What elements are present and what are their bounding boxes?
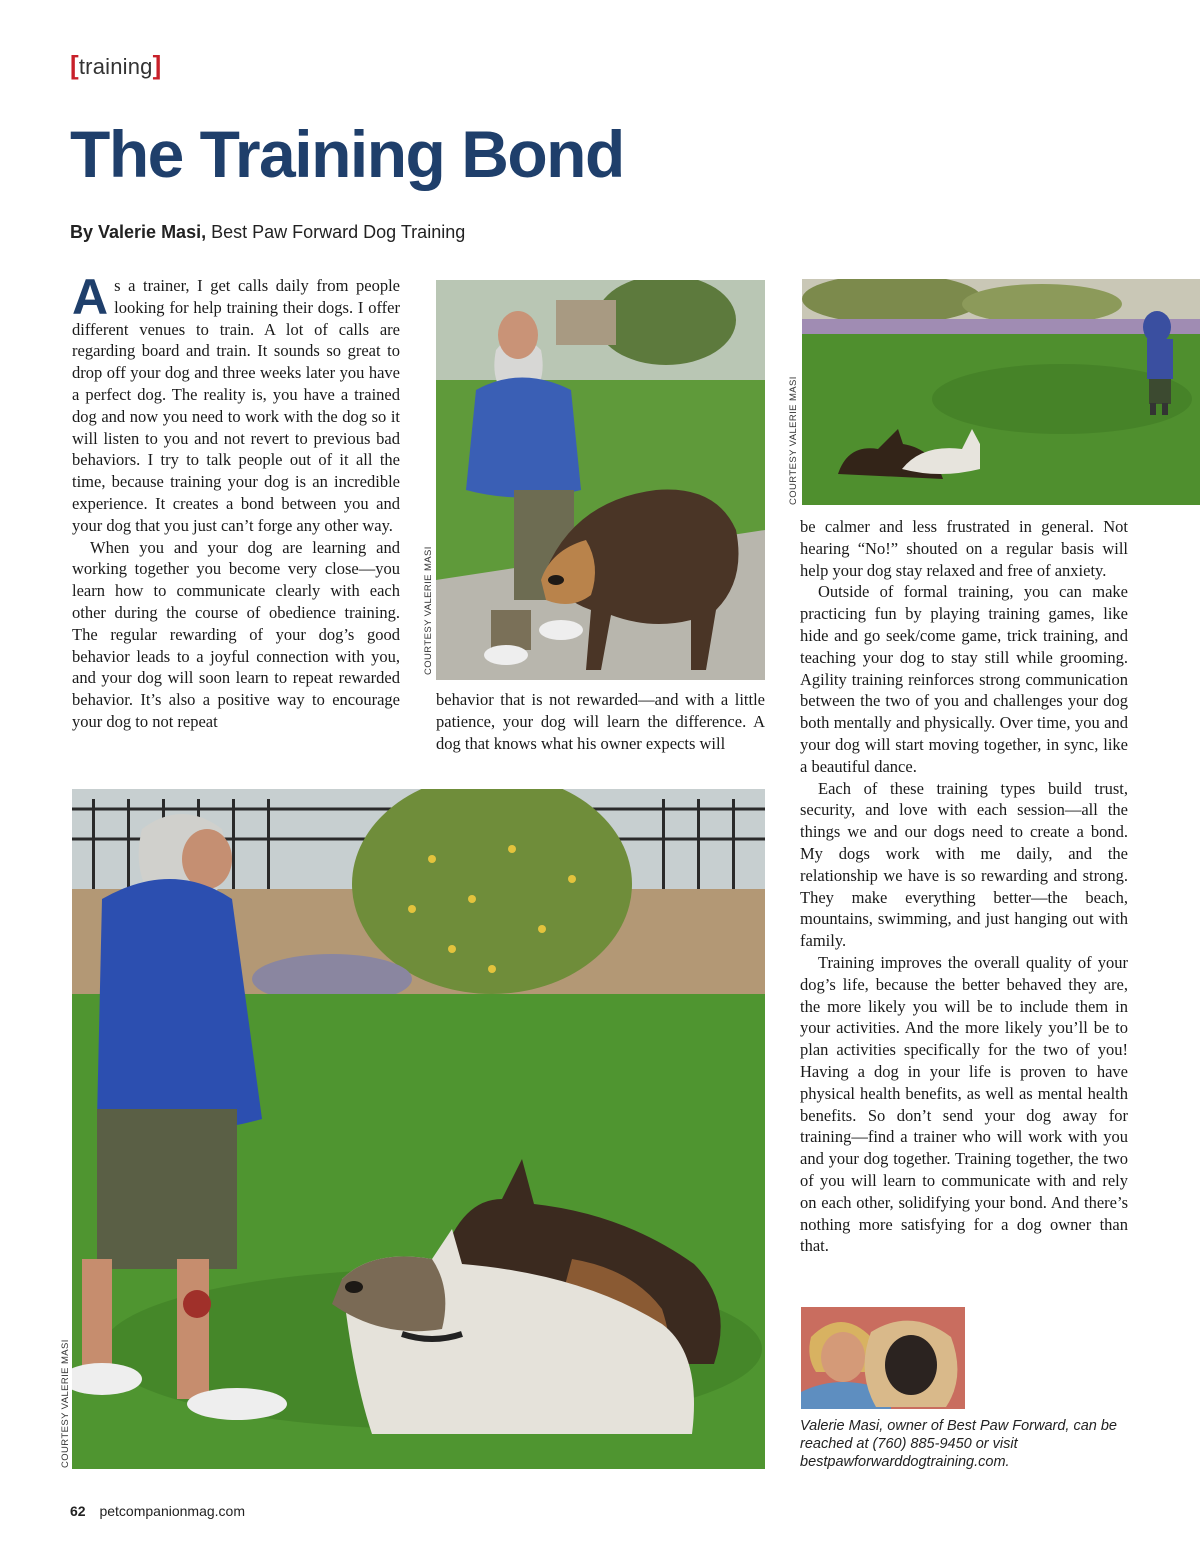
byline [70, 222, 465, 243]
photo-dogs-down-stay [802, 279, 1200, 505]
article-title: The Training Bond [70, 117, 624, 191]
photo-trainer-walking-dog [436, 280, 765, 680]
drop-cap: A [72, 269, 109, 325]
paragraph-text: s a trainer, I get calls daily from people looking for help training their dogs. I offer different venues to train. A lot of calls are regarding board and train. It sounds so great to drop off your dog and three weeks later you have a perfect dog. The reality is, you have a trained dog and now you need to work with the dog so it will listen to you and not revert to previous bad behaviors. I try to talk people out of it all the time, because training your dog is an incredible experience. It creates a bond between you and your dog that you just can’t forge any other way. [72, 276, 400, 535]
photo-trainer-with-two-dogs-image [72, 789, 765, 1469]
photo-dogs-down-stay-image [802, 279, 1200, 505]
paragraph: behavior that is not rewarded—and with a little patience, your dog will learn the difference. A dog that knows what his owner expects will [436, 690, 765, 753]
section-tag [70, 50, 161, 81]
article-column-3 [800, 516, 1128, 1257]
byline-org: Best Paw Forward Dog Training [211, 222, 466, 242]
author-caption: Valerie Masi, owner of Best Paw Forward, can be reached at (760) 885-9450 or visit bestpawforwarddogtraining.com. [800, 1418, 1117, 1470]
paragraph: Outside of formal training, you can make practicing fun by playing training games, like hide and go seek/come game, trick training, and teaching your dog to stay still while grooming. Agility training reinforces strong communication between the two of you and challenges your dog both mentally and physically. Over time, you and your dog will start moving together, in sync, like a beautiful dance. [800, 582, 1128, 776]
photo-credit-1: COURTESY VALERIE MASI [423, 546, 434, 675]
section-tag-label: training [78, 54, 153, 79]
photo-trainer-walking-dog-image [436, 280, 765, 680]
author-photo-image [801, 1307, 965, 1409]
author-photo [801, 1307, 965, 1409]
article-column-2 [436, 689, 765, 754]
bracket-open: [ [70, 50, 79, 80]
paragraph: be calmer and less frustrated in general. Not hearing “No!” shouted on a regular basis will help your dog stay relaxed and free of anxiety. [800, 517, 1128, 580]
article-column-1 [72, 269, 400, 733]
footer-website: petcompanionmag.com [99, 1503, 245, 1519]
byline-author: By Valerie Masi, [70, 222, 207, 242]
paragraph: When you and your dog are learning and working together you become very close—you learn how to communicate clearly with each other during the course of obedience training. The regular rewarding of your dog’s good behavior leads to a joyful connection with you, and your dog will soon learn to repeat rewarded behavior. It’s also a positive way to encourage your dog to not repeat [72, 537, 400, 731]
page-footer [70, 1503, 245, 1519]
paragraph: Training improves the overall quality of your dog’s life, because the better behaved they are, the more likely you will be to include them in your activities. And the more likely you’ll be to plan activities specifically for the two of you! Having a dog in your life is proven to have physical health benefits, as well as mental health benefits. So don’t send your dog away for training—find a trainer who will work with you and your dog together. Training together, the two of you will learn to communicate with and rely on each other, solidifying your bond. And there’s nothing more satisfying for a dog owner than that. [800, 952, 1128, 1256]
photo-trainer-with-two-dogs [72, 789, 765, 1469]
paragraph [72, 269, 400, 537]
bracket-close: ] [152, 50, 162, 80]
page-number: 62 [70, 1503, 86, 1519]
photo-credit-3: COURTESY VALERIE MASI [60, 1339, 71, 1468]
photo-credit-2: COURTESY VALERIE MASI [788, 376, 799, 505]
paragraph: Each of these training types build trust, security, and love with each session—all the things we and our dogs need to create a bond. My dogs work with me daily, and the relationship we have is so rewarding and strong. They make everything better—the beach, mountains, swimming, and just hanging out with family. [800, 778, 1128, 951]
